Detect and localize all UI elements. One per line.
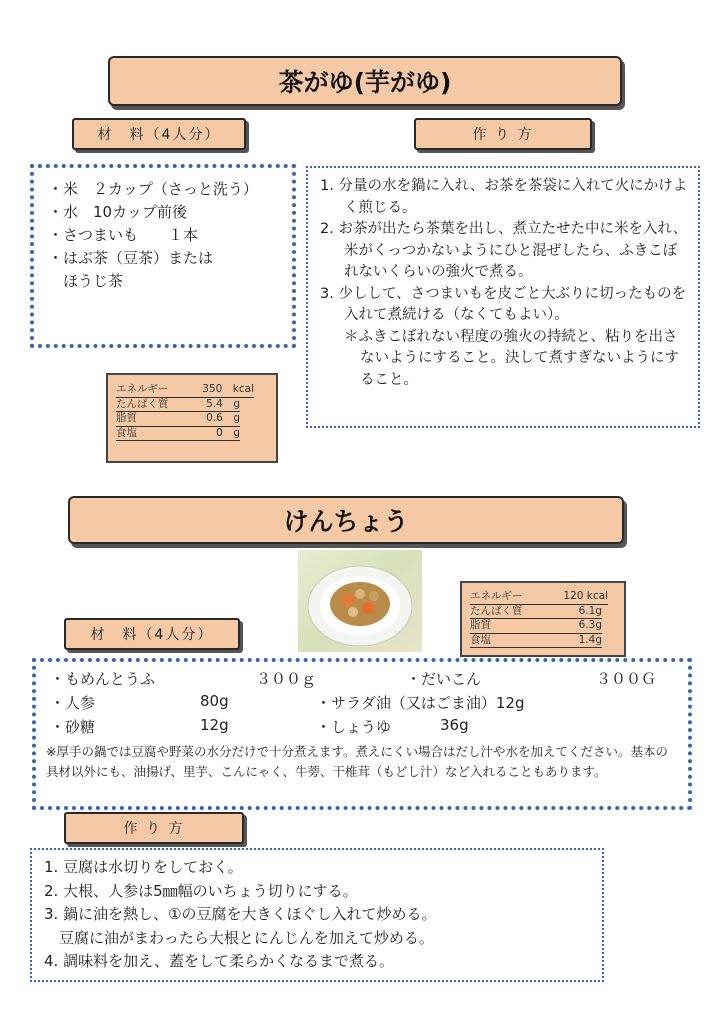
step: 2. お茶が出たら茶葉を出し、煮立たせた中に米を入れ、米がくっつかないようにひと混ぜしたら、ふきこぼれないくらいの強火で煮る。 [320, 221, 688, 280]
recipe2-note: ※厚手の鍋では豆腐や野菜の水分だけで十分煮えます。煮えにくい場合はだし汁や水を加えてください。基本の具材以外にも、油揚げ、里芋、こんにゃく、牛蒡、干椎茸（もどし汁）など入れることもあります。 [46, 744, 668, 779]
ingredient: ほうじ茶 [48, 272, 124, 290]
ingredient-amount: 12g [200, 716, 229, 734]
ingredient-amount: 80g [200, 692, 229, 710]
recipe2-title: けんちょう [68, 496, 624, 544]
ingredient: ・水 10カップ前後 [48, 203, 187, 221]
recipe1-note: ＊ふきこぼれない程度の強火の持続と、粘りを出さないようにすること。決して煮すぎないようにすること。 [344, 328, 679, 388]
step: 2. 大根、人参は5㎜幅のいちょう切りにする。 [44, 881, 358, 900]
ingredient-amount: ３００Ｇ [596, 670, 657, 688]
ingredient-name: ・砂糖 [50, 718, 96, 736]
recipe2-ingredients-box [32, 658, 692, 810]
ingredient-name: ・サラダ油（又はごま油）12g [316, 694, 525, 712]
ingredient-name: ・だいこん [406, 670, 482, 688]
ingredient-amount: ３００ｇ [256, 670, 317, 688]
step: 1. 豆腐は水切りをしておく。 [44, 858, 243, 876]
recipe1-ingredients-label: 材 料（4人分） [72, 118, 246, 150]
nutrition-row: たんぱく質 6.1g [470, 605, 602, 620]
recipe1-method-box [306, 166, 700, 428]
recipe2-steps [32, 850, 602, 974]
ingredient: ・米 ２カップ（さっと洗う） [48, 180, 258, 198]
step: 4. 調味料を加え、蓋をして柔らかくなるまで煮る。 [44, 952, 394, 970]
ingredient-name: ・もめんとうふ [50, 670, 156, 688]
recipe1-method-label: 作 り 方 [414, 118, 592, 150]
nutrition-row: 脂質 6.3g [470, 619, 602, 634]
recipe2-nutrition-table [460, 581, 626, 657]
recipe1-nutrition-table [106, 373, 278, 463]
kencho-dish-photo [298, 550, 422, 652]
nutrition-row: 食塩 1.4g [470, 634, 602, 649]
ingredient-name: ・人参 [50, 694, 96, 712]
recipe2-method-box [30, 848, 604, 982]
recipe1-ingredients-box [30, 164, 296, 348]
step: 3. 鍋に油を熱し、①の豆腐を大きくほぐし入れて炒める。 [44, 905, 437, 923]
nutrition-row: エネルギー 350 kcal [116, 383, 254, 398]
step: 豆腐に油がまわったら大根とにんじんを加えて炒める。 [44, 928, 434, 947]
step: 1. 分量の水を鍋に入れ、お茶を茶袋に入れて火にかけよく煎じる。 [320, 178, 688, 216]
nutrition-row: 脂質 0.6 g [116, 412, 240, 427]
recipe1-title: 茶がゆ(芋がゆ) [108, 56, 622, 106]
nutrition-row: エネルギー 120 kcal [470, 590, 608, 605]
recipe2-ingredients-label: 材 料（4人分） [64, 618, 240, 650]
recipe1-ingredients-list [34, 168, 292, 293]
dish-bowl-icon [298, 550, 422, 652]
ingredient-amount: 36g [440, 716, 469, 734]
recipe2-method-label: 作 り 方 [64, 812, 244, 844]
nutrition-row: 食塩 0 g [116, 427, 240, 442]
ingredient: ・はぶ茶（豆茶）または [48, 249, 214, 267]
nutrition-row: たんぱく質 5.4 g [116, 398, 240, 413]
recipe1-steps [308, 168, 698, 391]
ingredient: ・さつまいも １本 [48, 226, 199, 244]
ingredient-name: ・しょうゆ [316, 718, 392, 736]
step: 3. 少しして、さつまいもを皮ごと大ぶりに切ったものを入れて煮続ける（なくてもよい）。 [320, 285, 687, 323]
